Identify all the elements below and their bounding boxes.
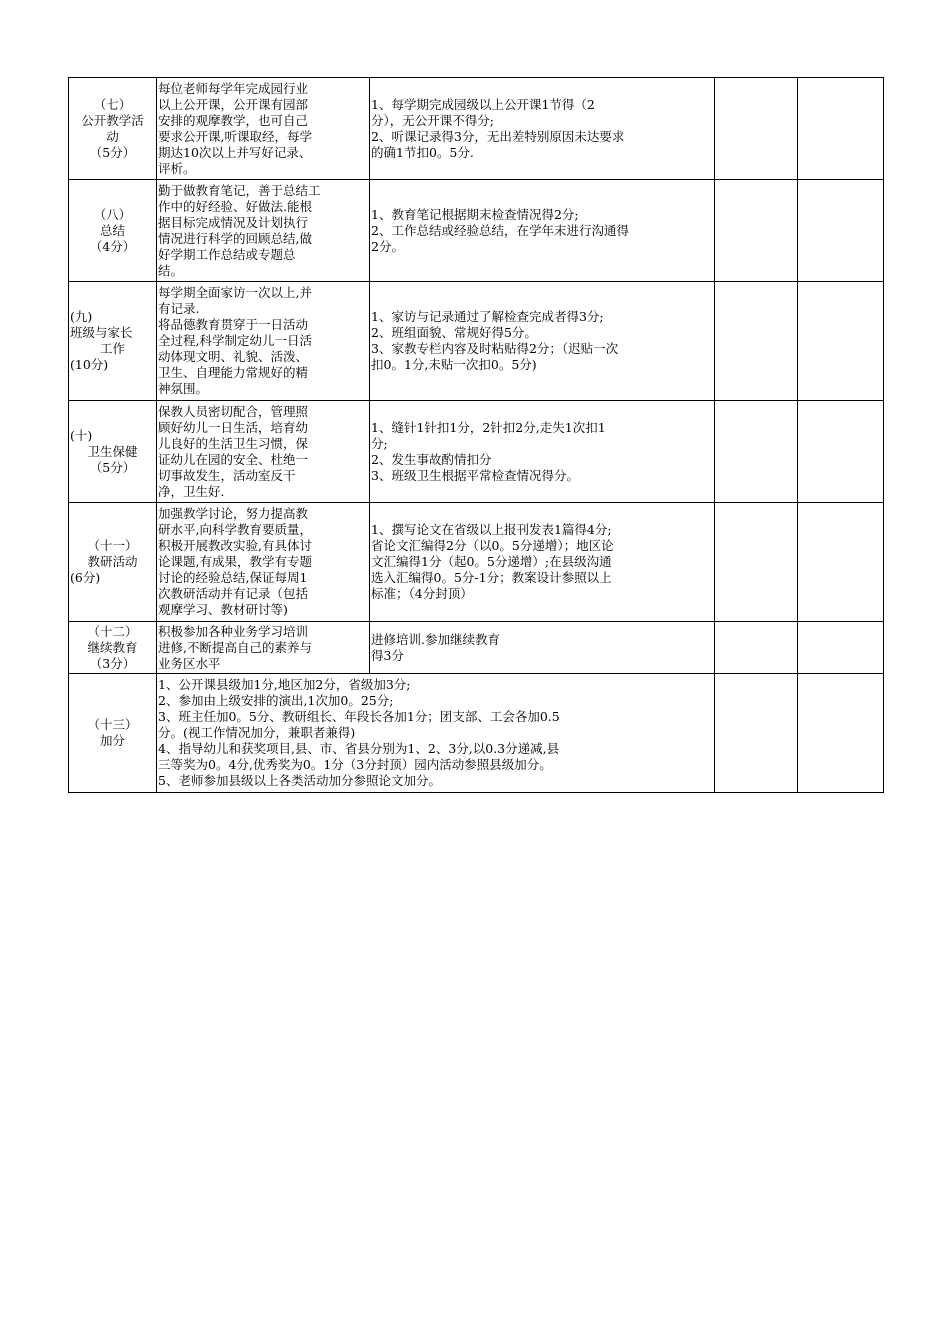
score-cell[interactable] [715,78,798,180]
score-cell[interactable] [715,622,798,674]
requirement-cell: 积极参加各种业务学习培训 进修,不断提高自己的素养与 业务区水平 [157,622,370,674]
table-row [69,78,884,180]
evaluation-table [68,77,884,793]
scoring-cell: 进修培训.参加继续教育 得3分 [370,622,715,674]
category-cell: （十一） 教研活动 (6分) [69,503,157,622]
scoring-cell: 1、家访与记录通过了解检查完成者得3分; 2、班组面貌、常规好得5分。 3、家教专栏内容及时粘贴得2分；（迟贴一次 扣0。1分,未贴一次扣0。5分) [370,282,715,401]
category-cell: （七） 公开教学活 动 （5分） [69,78,157,180]
requirement-cell: 每学期全面家访一次以上,并 有记录. 将品德教育贯穿于一日活动 全过程,科学制定幼儿一日活 动体现文明、礼貌、活泼、 卫生、自理能力常规好的精 神氛围。 [157,282,370,401]
category-cell: （八） 总结 （4分） [69,180,157,282]
category-cell: （十二） 继续教育 （3分） [69,622,157,674]
category-cell: （十三） 加分 [69,674,157,793]
category-cell: (十) 卫生保健 （5分） [69,401,157,503]
table-row [69,622,884,674]
requirement-cell: 保教人员密切配合，管理照 顾好幼儿一日生活，培育幼 儿良好的生活卫生习惯，保 证幼儿在园的安全、杜绝一 切事故发生，活动室反干 净，卫生好. [157,401,370,503]
remark-cell[interactable] [798,282,884,401]
requirement-cell: 勤于做教育笔记，善于总结工 作中的好经验、好做法.能根 据目标完成情况及计划执行 情况进行科学的回顾总结,做 好学期工作总结或专题总 结。 [157,180,370,282]
score-cell[interactable] [715,401,798,503]
requirement-cell: 每位老师每学年完成园行业 以上公开课，公开课有园部 安排的观摩教学，也可自己 要求公开课,听课取经，每学 期达10次以上并写好记录、 评析。 [157,78,370,180]
score-cell[interactable] [715,180,798,282]
score-cell[interactable] [715,282,798,401]
scoring-cell: 1、撰写论文在省级以上报刊发表1篇得4分; 省论文汇编得2分（以0。5分递增）；地区论 文汇编得1分（起0。5分递增）;在县级沟通 选入汇编得0。5分-1分；教案设计参照以上 标准；（4分封顶） [370,503,715,622]
table-row [69,401,884,503]
remark-cell[interactable] [798,180,884,282]
remark-cell[interactable] [798,401,884,503]
table-row [69,282,884,401]
table-row [69,674,884,793]
score-cell[interactable] [715,503,798,622]
remark-cell[interactable] [798,503,884,622]
scoring-cell: 1、缝针1针扣1分，2针扣2分,走失1次扣1 分; 2、发生事故酌情扣分 3、班级卫生根据平常检查情况得分。 [370,401,715,503]
table-row [69,503,884,622]
score-cell[interactable] [715,674,798,793]
remark-cell[interactable] [798,622,884,674]
scoring-cell: 1、教育笔记根据期末检查情况得2分; 2、工作总结或经验总结，在学年末进行沟通得 2分。 [370,180,715,282]
table-row [69,180,884,282]
remark-cell[interactable] [798,78,884,180]
scoring-cell: 1、每学期完成园级以上公开课1节得（2 分），无公开课不得分; 2、听课记录得3分，无出差特别原因未达要求 的确1节扣0。5分. [370,78,715,180]
category-cell: (九) 班级与家长 工作 (10分) [69,282,157,401]
bonus-rules-cell: 1、公开课县级加1分,地区加2分，省级加3分; 2、参加由上级安排的演出,1次加0。25分; 3、班主任加0。5分、教研组长、年段长各加1分；团支部、工会各加0.5 分。(视工作情况加分，兼职者兼得) 4、指导幼儿和获奖项目,县、市、省县分别为1、2、3分,以0.3分递减,县 三等奖为0。4分,优秀奖为0。1分（3分封顶）园内活动参照县级加分。 5、老师参加县级以上各类活动加分参照论文加分。 [157,674,715,793]
remark-cell[interactable] [798,674,884,793]
requirement-cell: 加强教学讨论，努力提高教 研水平,向科学教育要质量， 积极开展教改实验,有具体讨 论课题,有成果，教学有专题 讨论的经验总结,保证每周1 次教研活动并有记录（包括 观摩学习、教材研讨等) [157,503,370,622]
